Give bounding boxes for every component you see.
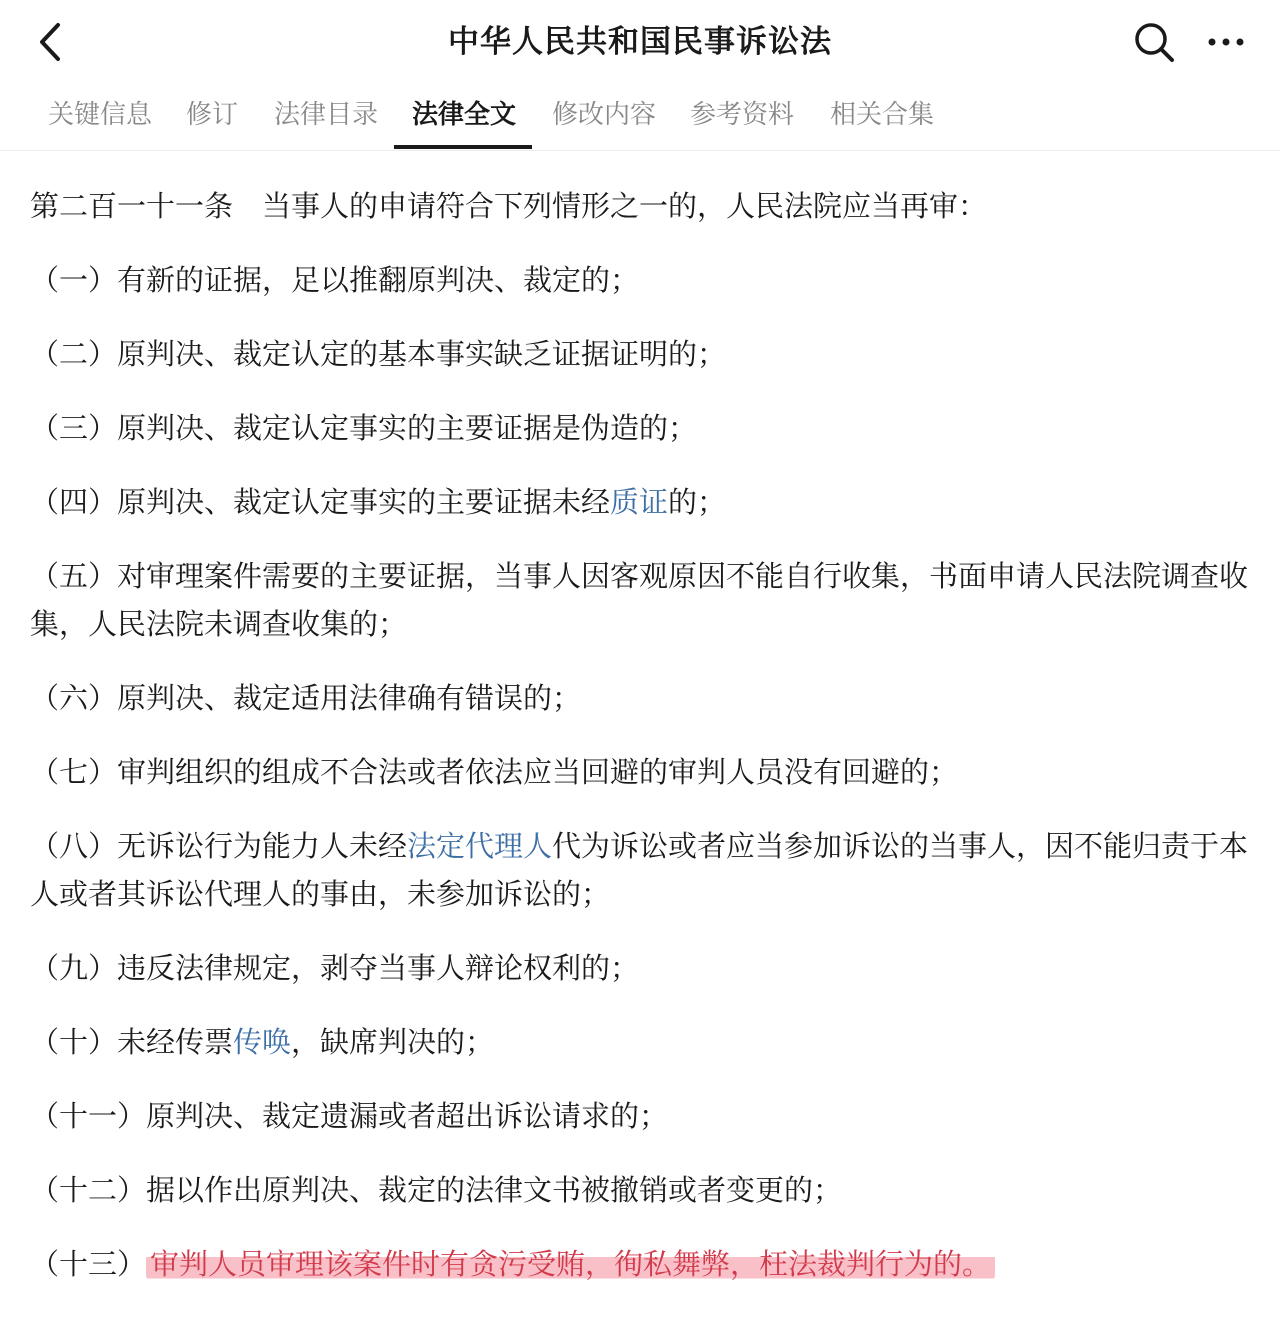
tab-table-of-contents[interactable]: 法律目录 (274, 100, 379, 130)
article-item-1: （一）有新的证据，足以推翻原判决、裁定的； (30, 263, 640, 297)
article-item-3: （三）原判决、裁定认定事实的主要证据是伪造的； (30, 411, 698, 445)
term-link-cross-examination[interactable]: 质证 (610, 485, 669, 519)
tab-key-info[interactable]: 关键信息 (48, 100, 153, 130)
article-item-8 (30, 822, 1250, 918)
article-item-10 (30, 1018, 1250, 1066)
article-item-11: （十一）原判决、裁定遗漏或者超出诉讼请求的； (30, 1099, 669, 1133)
item-8-text-after: 代为诉讼或者应当参加诉讼的当事人，因不能归责于本人或者其诉讼代理人的事由，未参加诉讼的； (30, 829, 1249, 911)
tab-full-text[interactable]: 法律全文 (412, 100, 517, 130)
article-item-5: （五）对审理案件需要的主要证据，当事人因客观原因不能自行收集，书面申请人民法院调查收集，人民法院未调查收集的； (30, 559, 1249, 641)
article-item-4 (30, 478, 1250, 526)
chevron-left-icon (36, 22, 64, 62)
item-10-text-after: ，缺席判决的； (291, 1025, 495, 1059)
back-button[interactable] (28, 18, 72, 66)
article-heading: 第二百一十一条 当事人的申请符合下列情形之一的，人民法院应当再审： (30, 189, 988, 223)
page-title: 中华人民共和国民事诉讼法 (448, 24, 832, 60)
item-4-text-after: 的； (668, 485, 727, 519)
term-link-legal-representative[interactable]: 法定代理人 (407, 829, 553, 863)
item-10-text-before: （十）未经传票 (30, 1025, 234, 1059)
top-navigation-bar (0, 0, 1280, 84)
item-13-text-before: （十三） (30, 1247, 147, 1281)
more-button[interactable] (1202, 18, 1250, 66)
article-body (30, 150, 1250, 1288)
highlighted-text: 审判人员审理该案件时有贪污受贿，徇私舞弊，枉法裁判行为的。 (146, 1247, 995, 1281)
article-item-2: （二）原判决、裁定认定的基本事实缺乏证据证明的； (30, 337, 727, 371)
tab-revisions[interactable]: 修订 (186, 100, 239, 130)
tab-related-collections[interactable]: 相关合集 (830, 100, 935, 130)
tab-references[interactable]: 参考资料 (690, 100, 795, 130)
item-4-text-before: （四）原判决、裁定认定事实的主要证据未经 (30, 485, 611, 519)
item-8-text-before: （八）无诉讼行为能力人未经 (30, 829, 408, 863)
search-icon (1133, 21, 1175, 63)
article-item-7: （七）审判组织的组成不合法或者依法应当回避的审判人员没有回避的； (30, 755, 959, 789)
search-button[interactable] (1130, 18, 1178, 66)
article-item-9: （九）违反法律规定，剥夺当事人辩论权利的； (30, 951, 640, 985)
tab-bar (0, 84, 1280, 151)
article-item-13 (30, 1240, 1250, 1288)
more-horizontal-icon (1208, 37, 1244, 47)
active-tab-indicator (394, 145, 532, 149)
article-item-12: （十二）据以作出原判决、裁定的法律文书被撤销或者变更的； (30, 1173, 843, 1207)
term-link-summon[interactable]: 传唤 (233, 1025, 292, 1059)
tab-amendments[interactable]: 修改内容 (552, 100, 657, 130)
article-item-6: （六）原判决、裁定适用法律确有错误的； (30, 681, 582, 715)
